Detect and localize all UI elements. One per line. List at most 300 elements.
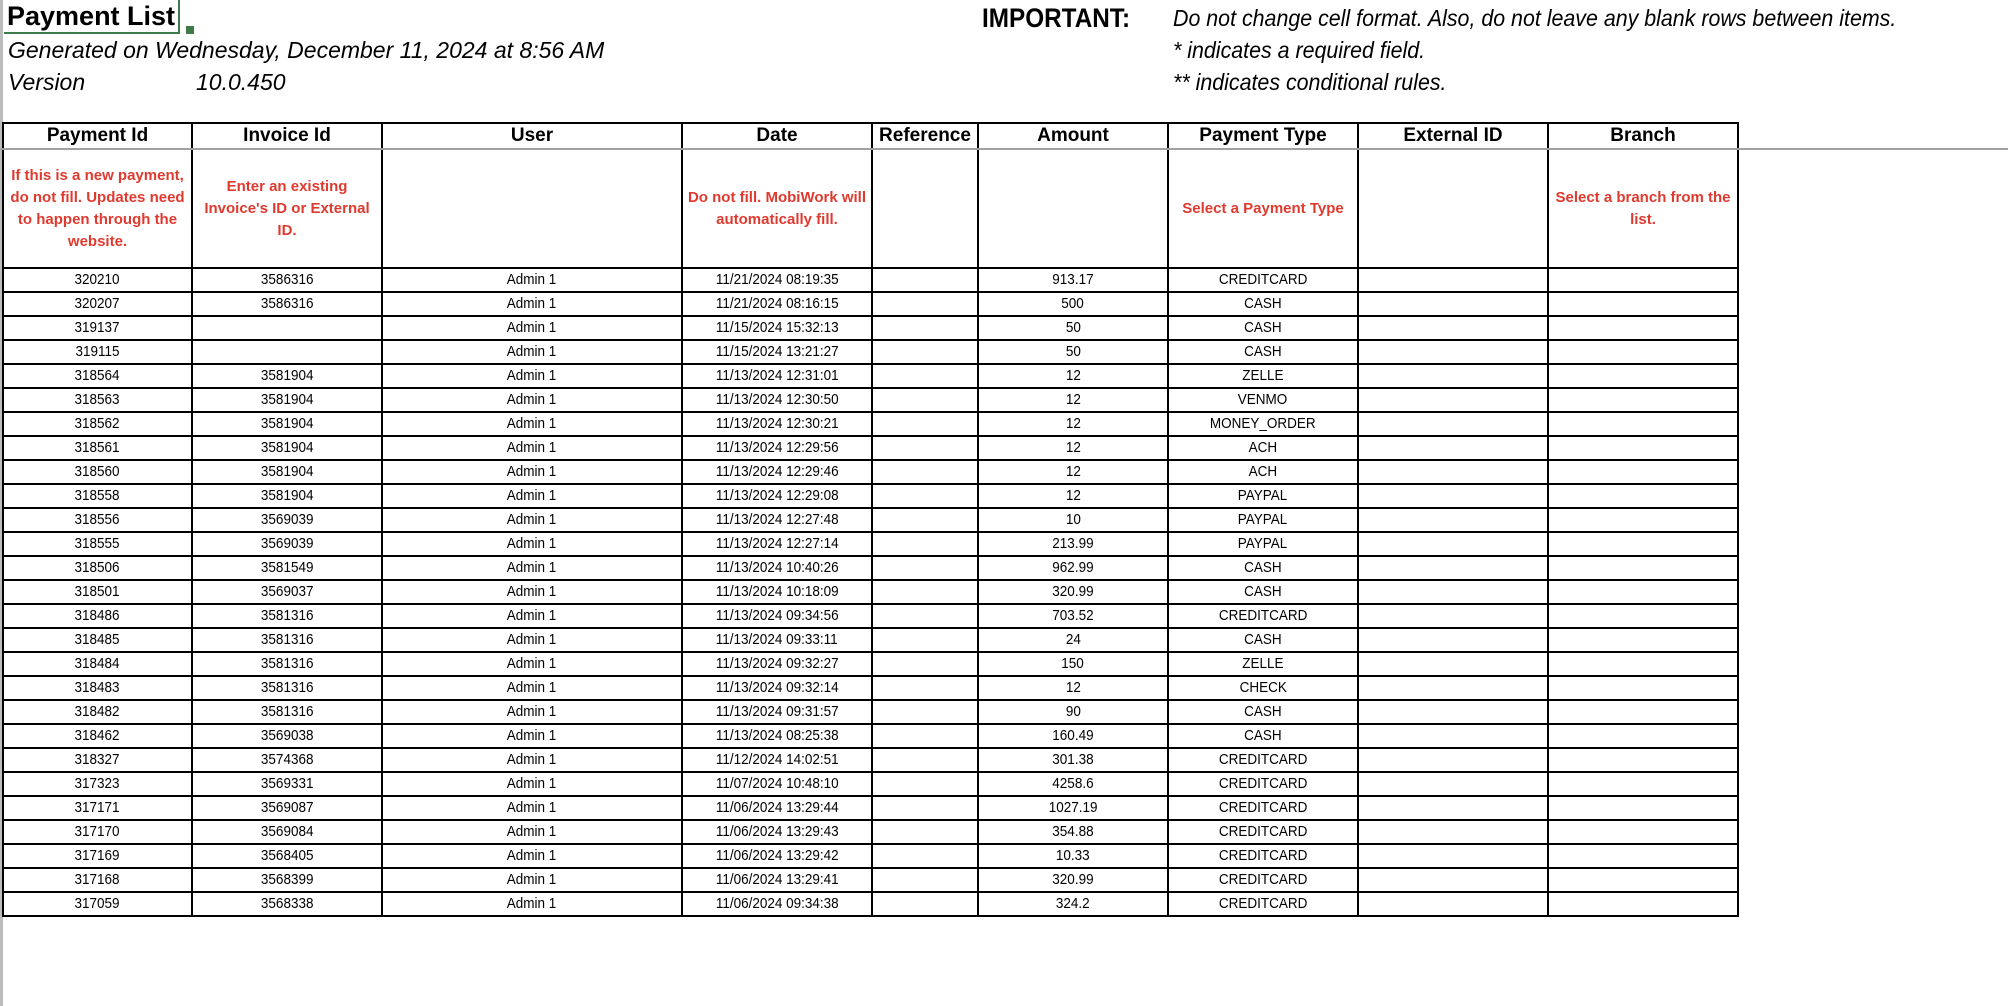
cell-payment-type[interactable] — [1168, 556, 1358, 580]
cell-payment-type[interactable] — [1168, 796, 1358, 820]
cell-amount[interactable] — [978, 508, 1168, 532]
cell-user[interactable] — [382, 892, 682, 916]
cell-branch[interactable] — [1548, 700, 1738, 724]
cell-user[interactable] — [382, 628, 682, 652]
cell-payment-id[interactable] — [3, 268, 192, 292]
cell-user[interactable] — [382, 820, 682, 844]
cell-invoice-id[interactable] — [192, 484, 382, 508]
cell-branch[interactable] — [1548, 340, 1738, 364]
instruction-cell-invoice-id[interactable]: Enter an existing Invoice's ID or External ID. — [192, 149, 382, 268]
cell-payment-type[interactable] — [1168, 508, 1358, 532]
cell-value: 3569084 — [260, 823, 314, 840]
cell-external-id[interactable] — [1358, 508, 1548, 532]
cell-amount[interactable] — [978, 724, 1168, 748]
cell-branch[interactable] — [1548, 556, 1738, 580]
instruction-cell-external-id[interactable] — [1358, 149, 1548, 268]
cell-user[interactable] — [382, 532, 682, 556]
cell-invoice-id[interactable] — [192, 724, 382, 748]
cell-payment-type[interactable] — [1168, 316, 1358, 340]
cell-reference[interactable] — [872, 508, 978, 532]
cell-payment-id[interactable] — [3, 724, 192, 748]
cell-branch[interactable] — [1548, 796, 1738, 820]
cell-user[interactable] — [382, 580, 682, 604]
table-row — [3, 652, 1738, 676]
cell-reference[interactable] — [872, 364, 978, 388]
cell-invoice-id[interactable] — [192, 892, 382, 916]
cell-external-id[interactable] — [1358, 412, 1548, 436]
cell-invoice-id[interactable] — [192, 676, 382, 700]
cell-reference[interactable] — [872, 604, 978, 628]
cell-payment-type[interactable] — [1168, 484, 1358, 508]
cell-payment-type[interactable] — [1168, 724, 1358, 748]
cell-external-id[interactable] — [1358, 532, 1548, 556]
cell-amount[interactable] — [978, 412, 1168, 436]
cell-amount[interactable] — [978, 484, 1168, 508]
cell-amount[interactable] — [978, 292, 1168, 316]
cell-user[interactable] — [382, 268, 682, 292]
cell-branch[interactable] — [1548, 268, 1738, 292]
cell-reference[interactable] — [872, 316, 978, 340]
cell-external-id[interactable] — [1358, 676, 1548, 700]
cell-external-id[interactable] — [1358, 724, 1548, 748]
cell-date[interactable] — [682, 700, 872, 724]
cell-branch[interactable] — [1548, 316, 1738, 340]
cell-date[interactable] — [682, 724, 872, 748]
cell-reference[interactable] — [872, 796, 978, 820]
cell-amount[interactable] — [978, 388, 1168, 412]
cell-external-id[interactable] — [1358, 268, 1548, 292]
cell-date[interactable] — [682, 604, 872, 628]
cell-invoice-id[interactable] — [192, 820, 382, 844]
cell-invoice-id[interactable] — [192, 292, 382, 316]
cell-value: 318564 — [74, 367, 121, 384]
cell-payment-type[interactable] — [1168, 436, 1358, 460]
cell-payment-id[interactable] — [3, 508, 192, 532]
cell-value: 320.99 — [1052, 871, 1094, 888]
payment-table — [2, 122, 1739, 917]
cell-payment-id[interactable] — [3, 292, 192, 316]
cell-payment-id[interactable] — [3, 700, 192, 724]
cell-amount[interactable] — [978, 628, 1168, 652]
cell-value: 12 — [1065, 439, 1081, 456]
cell-date[interactable] — [682, 676, 872, 700]
cell-amount[interactable] — [978, 460, 1168, 484]
cell-user[interactable] — [382, 484, 682, 508]
cell-invoice-id[interactable] — [192, 772, 382, 796]
cell-branch[interactable] — [1548, 724, 1738, 748]
cell-branch[interactable] — [1548, 820, 1738, 844]
cell-value: 318486 — [74, 607, 121, 624]
cell-date[interactable] — [682, 268, 872, 292]
cell-branch[interactable] — [1548, 676, 1738, 700]
cell-invoice-id[interactable] — [192, 460, 382, 484]
cell-value: 3568405 — [260, 847, 314, 864]
cell-reference[interactable] — [872, 484, 978, 508]
cell-date[interactable] — [682, 436, 872, 460]
selection-fill-handle[interactable] — [186, 26, 194, 34]
cell-reference[interactable] — [872, 724, 978, 748]
cell-user[interactable] — [382, 388, 682, 412]
cell-external-id[interactable] — [1358, 844, 1548, 868]
cell-value: ACH — [1248, 463, 1278, 480]
cell-value: 11/06/2024 13:29:44 — [715, 799, 839, 816]
cell-payment-id[interactable] — [3, 532, 192, 556]
cell-payment-type[interactable] — [1168, 748, 1358, 772]
cell-external-id[interactable] — [1358, 484, 1548, 508]
cell-value: 10 — [1065, 511, 1081, 528]
instruction-cell-branch[interactable]: Select a branch from the list. — [1548, 149, 1738, 268]
cell-date[interactable] — [682, 484, 872, 508]
column-header-payment-type[interactable]: Payment Type — [1168, 123, 1358, 149]
cell-external-id[interactable] — [1358, 748, 1548, 772]
cell-amount[interactable] — [978, 796, 1168, 820]
cell-branch[interactable] — [1548, 484, 1738, 508]
cell-user[interactable] — [382, 340, 682, 364]
cell-external-id[interactable] — [1358, 340, 1548, 364]
cell-invoice-id[interactable] — [192, 700, 382, 724]
cell-external-id[interactable] — [1358, 796, 1548, 820]
cell-user[interactable] — [382, 724, 682, 748]
cell-payment-id[interactable] — [3, 796, 192, 820]
cell-invoice-id[interactable] — [192, 316, 382, 340]
cell-payment-type[interactable] — [1168, 820, 1358, 844]
cell-external-id[interactable] — [1358, 892, 1548, 916]
table-row — [3, 532, 1738, 556]
cell-date[interactable] — [682, 772, 872, 796]
cell-payment-id[interactable] — [3, 652, 192, 676]
cell-payment-type[interactable] — [1168, 652, 1358, 676]
cell-date[interactable] — [682, 292, 872, 316]
cell-date[interactable] — [682, 580, 872, 604]
cell-payment-type[interactable] — [1168, 844, 1358, 868]
cell-user[interactable] — [382, 700, 682, 724]
cell-amount[interactable] — [978, 268, 1168, 292]
cell-reference[interactable] — [872, 340, 978, 364]
cell-invoice-id[interactable] — [192, 412, 382, 436]
cell-payment-id[interactable] — [3, 556, 192, 580]
cell-branch[interactable] — [1548, 628, 1738, 652]
cell-date[interactable] — [682, 532, 872, 556]
cell-reference[interactable] — [872, 412, 978, 436]
cell-invoice-id[interactable] — [192, 604, 382, 628]
cell-date[interactable] — [682, 460, 872, 484]
cell-external-id[interactable] — [1358, 388, 1548, 412]
cell-amount[interactable] — [978, 844, 1168, 868]
cell-reference[interactable] — [872, 436, 978, 460]
cell-external-id[interactable] — [1358, 820, 1548, 844]
cell-payment-id[interactable] — [3, 604, 192, 628]
cell-value: Admin 1 — [507, 703, 557, 720]
instruction-cell-user[interactable] — [382, 149, 682, 268]
cell-date[interactable] — [682, 628, 872, 652]
cell-external-id[interactable] — [1358, 364, 1548, 388]
cell-invoice-id[interactable] — [192, 532, 382, 556]
cell-amount[interactable] — [978, 868, 1168, 892]
cell-branch[interactable] — [1548, 892, 1738, 916]
cell-reference[interactable] — [872, 556, 978, 580]
cell-date[interactable] — [682, 820, 872, 844]
cell-value: 318562 — [74, 415, 121, 432]
cell-payment-id[interactable] — [3, 628, 192, 652]
column-header-amount[interactable]: Amount — [978, 123, 1168, 149]
cell-branch[interactable] — [1548, 364, 1738, 388]
cell-external-id[interactable] — [1358, 628, 1548, 652]
cell-external-id[interactable] — [1358, 652, 1548, 676]
cell-branch[interactable] — [1548, 292, 1738, 316]
cell-value: Admin 1 — [507, 895, 557, 912]
cell-payment-type[interactable] — [1168, 340, 1358, 364]
cell-user[interactable] — [382, 436, 682, 460]
column-header-branch[interactable]: Branch — [1548, 123, 1738, 149]
cell-branch[interactable] — [1548, 868, 1738, 892]
cell-amount[interactable] — [978, 700, 1168, 724]
cell-user[interactable] — [382, 556, 682, 580]
cell-value: Admin 1 — [507, 415, 557, 432]
cell-user[interactable] — [382, 364, 682, 388]
cell-user[interactable] — [382, 676, 682, 700]
cell-payment-id[interactable] — [3, 316, 192, 340]
cell-date[interactable] — [682, 556, 872, 580]
cell-amount[interactable] — [978, 604, 1168, 628]
cell-payment-type[interactable] — [1168, 268, 1358, 292]
cell-branch[interactable] — [1548, 580, 1738, 604]
cell-date[interactable] — [682, 796, 872, 820]
cell-value: 317170 — [74, 823, 121, 840]
cell-external-id[interactable] — [1358, 604, 1548, 628]
cell-reference[interactable] — [872, 532, 978, 556]
cell-date[interactable] — [682, 892, 872, 916]
cell-payment-id[interactable] — [3, 772, 192, 796]
cell-external-id[interactable] — [1358, 316, 1548, 340]
cell-external-id[interactable] — [1358, 772, 1548, 796]
cell-value: Admin 1 — [507, 535, 557, 552]
cell-invoice-id[interactable] — [192, 508, 382, 532]
cell-invoice-id[interactable] — [192, 844, 382, 868]
cell-reference[interactable] — [872, 580, 978, 604]
cell-external-id[interactable] — [1358, 868, 1548, 892]
cell-branch[interactable] — [1548, 412, 1738, 436]
cell-value: Admin 1 — [507, 391, 557, 408]
cell-value: Admin 1 — [507, 655, 557, 672]
cell-date[interactable] — [682, 844, 872, 868]
cell-reference[interactable] — [872, 820, 978, 844]
table-row — [3, 820, 1738, 844]
cell-date[interactable] — [682, 508, 872, 532]
cell-date[interactable] — [682, 652, 872, 676]
cell-user[interactable] — [382, 652, 682, 676]
cell-amount[interactable] — [978, 748, 1168, 772]
cell-branch[interactable] — [1548, 772, 1738, 796]
cell-amount[interactable] — [978, 556, 1168, 580]
cell-payment-id[interactable] — [3, 868, 192, 892]
column-header-external-id[interactable]: External ID — [1358, 123, 1548, 149]
cell-date[interactable] — [682, 412, 872, 436]
cell-value: 11/07/2024 10:48:10 — [715, 775, 839, 792]
cell-user[interactable] — [382, 412, 682, 436]
cell-amount[interactable] — [978, 364, 1168, 388]
cell-reference[interactable] — [872, 292, 978, 316]
cell-value: 11/13/2024 12:30:21 — [715, 415, 839, 432]
cell-invoice-id[interactable] — [192, 340, 382, 364]
cell-amount[interactable] — [978, 820, 1168, 844]
cell-user[interactable] — [382, 796, 682, 820]
cell-external-id[interactable] — [1358, 700, 1548, 724]
cell-amount[interactable] — [978, 532, 1168, 556]
cell-reference[interactable] — [872, 268, 978, 292]
column-header-user[interactable]: User — [382, 123, 682, 149]
cell-branch[interactable] — [1548, 460, 1738, 484]
cell-branch[interactable] — [1548, 508, 1738, 532]
cell-payment-type[interactable] — [1168, 388, 1358, 412]
generated-on-text: Generated on Wednesday, December 11, 2024 at 8:56 AM — [8, 37, 605, 63]
cell-reference[interactable] — [872, 772, 978, 796]
cell-payment-type[interactable] — [1168, 628, 1358, 652]
cell-invoice-id[interactable] — [192, 652, 382, 676]
cell-user[interactable] — [382, 772, 682, 796]
cell-branch[interactable] — [1548, 532, 1738, 556]
cell-payment-type[interactable] — [1168, 892, 1358, 916]
cell-amount[interactable] — [978, 892, 1168, 916]
cell-branch[interactable] — [1548, 748, 1738, 772]
cell-external-id[interactable] — [1358, 556, 1548, 580]
cell-payment-id[interactable] — [3, 580, 192, 604]
cell-invoice-id[interactable] — [192, 268, 382, 292]
cell-payment-type[interactable] — [1168, 772, 1358, 796]
cell-invoice-id[interactable] — [192, 556, 382, 580]
cell-user[interactable] — [382, 844, 682, 868]
cell-reference[interactable] — [872, 652, 978, 676]
cell-reference[interactable] — [872, 700, 978, 724]
cell-payment-id[interactable] — [3, 460, 192, 484]
cell-date[interactable] — [682, 340, 872, 364]
instruction-cell-amount[interactable] — [978, 149, 1168, 268]
instruction-cell-payment-type[interactable]: Select a Payment Type — [1168, 149, 1358, 268]
column-header-reference[interactable]: Reference — [872, 123, 978, 149]
cell-invoice-id[interactable] — [192, 388, 382, 412]
cell-value: CASH — [1244, 583, 1282, 600]
cell-user[interactable] — [382, 604, 682, 628]
cell-payment-id[interactable] — [3, 892, 192, 916]
cell-branch[interactable] — [1548, 652, 1738, 676]
cell-branch[interactable] — [1548, 388, 1738, 412]
cell-invoice-id[interactable] — [192, 580, 382, 604]
cell-amount[interactable] — [978, 652, 1168, 676]
cell-reference[interactable] — [872, 460, 978, 484]
cell-reference[interactable] — [872, 868, 978, 892]
column-header-date[interactable]: Date — [682, 123, 872, 149]
cell-payment-type[interactable] — [1168, 700, 1358, 724]
cell-invoice-id[interactable] — [192, 868, 382, 892]
cell-value: Admin 1 — [507, 295, 557, 312]
cell-value: 11/13/2024 12:29:46 — [715, 463, 839, 480]
cell-payment-id[interactable] — [3, 436, 192, 460]
cell-payment-id[interactable] — [3, 340, 192, 364]
cell-branch[interactable] — [1548, 844, 1738, 868]
cell-reference[interactable] — [872, 388, 978, 412]
cell-payment-id[interactable] — [3, 844, 192, 868]
cell-value: CASH — [1244, 727, 1282, 744]
column-header-payment-id[interactable]: Payment Id — [3, 123, 192, 149]
cell-value: 3569331 — [260, 775, 314, 792]
cell-invoice-id[interactable] — [192, 364, 382, 388]
cell-date[interactable] — [682, 868, 872, 892]
cell-payment-type[interactable] — [1168, 292, 1358, 316]
cell-external-id[interactable] — [1358, 580, 1548, 604]
cell-amount[interactable] — [978, 340, 1168, 364]
cell-amount[interactable] — [978, 772, 1168, 796]
cell-date[interactable] — [682, 316, 872, 340]
instruction-cell-payment-id[interactable]: If this is a new payment, do not fill. Updates need to happen through the website. — [3, 149, 192, 268]
cell-payment-id[interactable] — [3, 412, 192, 436]
cell-payment-type[interactable] — [1168, 676, 1358, 700]
cell-reference[interactable] — [872, 892, 978, 916]
sheet-title-cell[interactable]: Payment List — [4, 0, 180, 34]
cell-value: 11/13/2024 12:31:01 — [715, 367, 839, 384]
cell-reference[interactable] — [872, 676, 978, 700]
cell-value: 3574368 — [260, 751, 314, 768]
cell-payment-id[interactable] — [3, 676, 192, 700]
cell-invoice-id[interactable] — [192, 796, 382, 820]
cell-payment-type[interactable] — [1168, 532, 1358, 556]
cell-reference[interactable] — [872, 844, 978, 868]
cell-user[interactable] — [382, 460, 682, 484]
cell-branch[interactable] — [1548, 436, 1738, 460]
cell-value: 318482 — [74, 703, 121, 720]
cell-payment-type[interactable] — [1168, 580, 1358, 604]
cell-value: 319137 — [74, 319, 121, 336]
cell-payment-id[interactable] — [3, 388, 192, 412]
cell-payment-id[interactable] — [3, 748, 192, 772]
cell-amount[interactable] — [978, 580, 1168, 604]
cell-reference[interactable] — [872, 628, 978, 652]
cell-amount[interactable] — [978, 676, 1168, 700]
cell-payment-id[interactable] — [3, 820, 192, 844]
instruction-cell-date[interactable]: Do not fill. MobiWork will automatically fill. — [682, 149, 872, 268]
cell-external-id[interactable] — [1358, 292, 1548, 316]
cell-external-id[interactable] — [1358, 436, 1548, 460]
cell-user[interactable] — [382, 748, 682, 772]
cell-invoice-id[interactable] — [192, 748, 382, 772]
cell-invoice-id[interactable] — [192, 628, 382, 652]
cell-reference[interactable] — [872, 748, 978, 772]
cell-value: 11/06/2024 09:34:38 — [715, 895, 839, 912]
cell-payment-id[interactable] — [3, 364, 192, 388]
cell-date[interactable] — [682, 364, 872, 388]
cell-date[interactable] — [682, 388, 872, 412]
cell-amount[interactable] — [978, 436, 1168, 460]
cell-amount[interactable] — [978, 316, 1168, 340]
cell-payment-type[interactable] — [1168, 868, 1358, 892]
column-header-invoice-id[interactable]: Invoice Id — [192, 123, 382, 149]
cell-value: Admin 1 — [507, 343, 557, 360]
cell-user[interactable] — [382, 868, 682, 892]
cell-branch[interactable] — [1548, 604, 1738, 628]
instruction-cell-reference[interactable] — [872, 149, 978, 268]
cell-value: 3569039 — [260, 535, 314, 552]
cell-payment-type[interactable] — [1168, 460, 1358, 484]
cell-external-id[interactable] — [1358, 460, 1548, 484]
cell-payment-type[interactable] — [1168, 604, 1358, 628]
cell-payment-type[interactable] — [1168, 364, 1358, 388]
cell-invoice-id[interactable] — [192, 436, 382, 460]
cell-user[interactable] — [382, 292, 682, 316]
cell-payment-id[interactable] — [3, 484, 192, 508]
cell-payment-type[interactable] — [1168, 412, 1358, 436]
cell-date[interactable] — [682, 748, 872, 772]
cell-user[interactable] — [382, 316, 682, 340]
cell-user[interactable] — [382, 508, 682, 532]
cell-value: 11/13/2024 09:33:11 — [716, 631, 838, 648]
